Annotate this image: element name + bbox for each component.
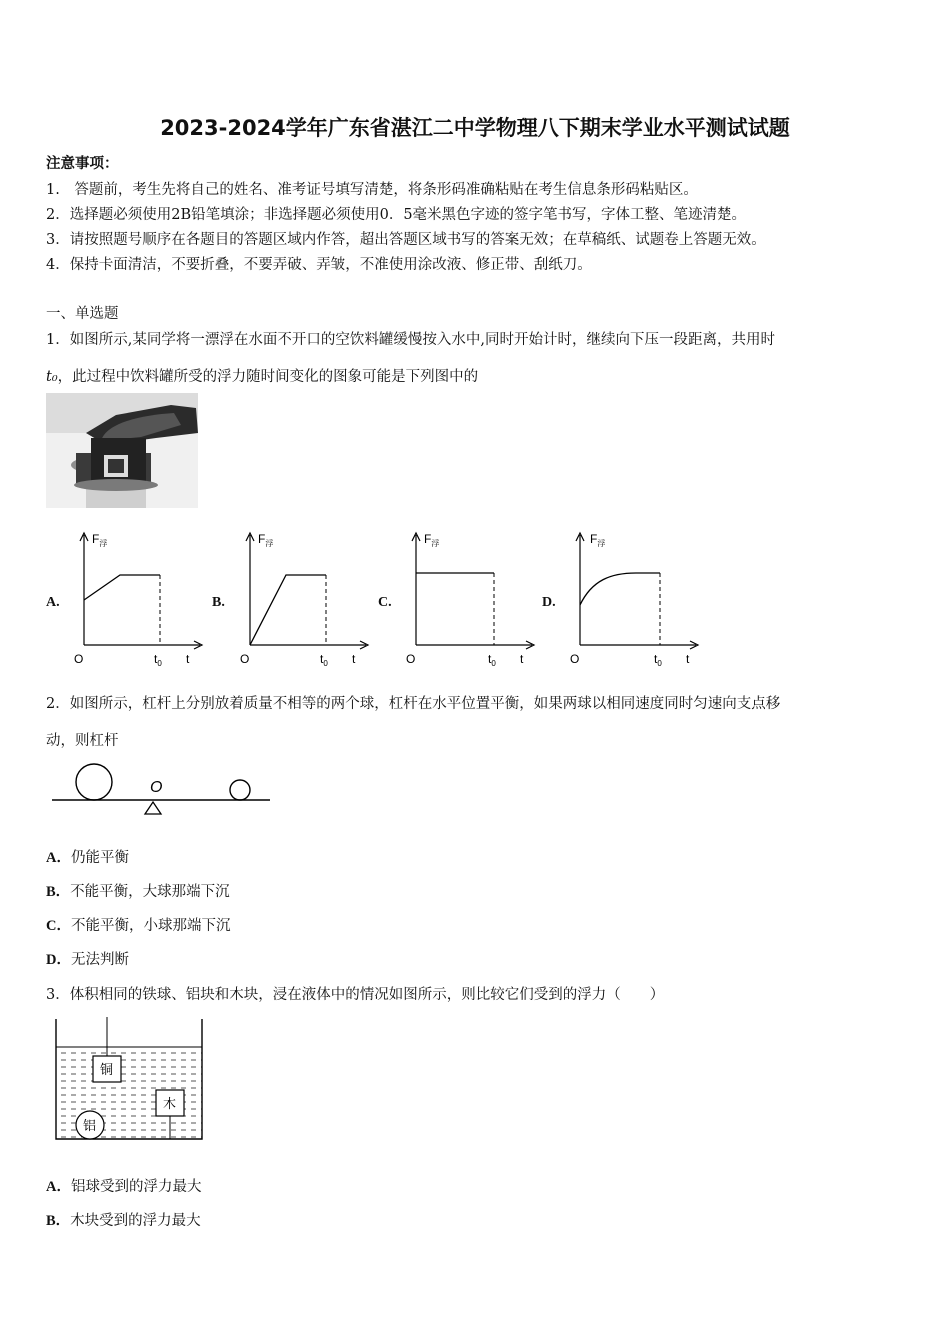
notice-item-1: 1. 答题前，考生先将自己的姓名、准考证号填写清楚，将条形码准确粘贴在考生信息条形码粘贴区。 <box>46 182 698 198</box>
page-title: 2023-2024学年广东省湛江二中学物理八下期末学业水平测试试题 <box>160 116 790 140</box>
graph-c <box>392 525 542 675</box>
q1-text-line1: 1．如图所示,某同学将一漂浮在水面不开口的空饮料罐缓慢按入水中,同时开始计时，继续向下压一段距离，共用时 <box>46 332 775 348</box>
section-heading: 一、单选题 <box>46 306 119 322</box>
notice-item-2: 2．选择题必须使用2B铅笔填涂；非选择题必须使用0．5毫米黑色字迹的签字笔书写，字体工整、笔迹清楚。 <box>46 207 747 223</box>
q1-text-line2: t₀，此过程中饮料罐所受的浮力随时间变化的图象可能是下列图中的 <box>46 369 479 385</box>
q3-option-a: A．铝球受到的浮力最大 <box>46 1179 202 1195</box>
graph-d-origin: O <box>570 652 580 666</box>
can-photo <box>46 393 198 508</box>
graph-c-origin: O <box>406 652 416 666</box>
notice-item-3: 3．请按照题号顺序在各题目的答题区域内作答，超出答题区域书写的答案无效；在草稿纸、试题卷上答题无效。 <box>46 232 766 248</box>
graph-b <box>226 525 376 675</box>
graph-b-letter: B. <box>212 595 225 610</box>
graph-d-t0: $t_0$ <box>654 652 662 668</box>
q2-text-line2: 动，则杠杆 <box>46 733 119 749</box>
aluminum-label: 铝 <box>83 1118 97 1133</box>
graph-a <box>60 525 210 675</box>
notice-item-4: 4．保持卡面清洁，不要折叠，不要弄破、弄皱，不准使用涂改液、修正带、刮纸刀。 <box>46 257 592 273</box>
graph-b-t0: $t_0$ <box>320 652 328 668</box>
wood-label: 木 <box>163 1096 177 1111</box>
graph-a-ylabel: $F_浮$ <box>92 532 108 548</box>
graph-d-ylabel: $F_浮$ <box>590 532 606 548</box>
t0-symbol: t₀ <box>46 369 58 385</box>
q2-option-c: C．不能平衡，小球那端下沉 <box>46 918 231 934</box>
pivot-label: O <box>150 779 163 796</box>
graph-c-ylabel: $F_浮$ <box>424 532 440 548</box>
q2-option-d: D．无法判断 <box>46 952 129 968</box>
copper-label: 铜 <box>100 1062 114 1077</box>
lever-diagram <box>48 758 278 818</box>
graph-a-t0: $t_0$ <box>154 652 162 668</box>
graph-d-xlabel: t <box>686 652 690 666</box>
graph-c-letter: C. <box>378 595 392 610</box>
q2-option-a: A．仍能平衡 <box>46 850 129 866</box>
liquid-container-diagram <box>50 1015 210 1145</box>
graph-d-letter: D. <box>542 595 556 610</box>
graph-c-xlabel: t <box>520 652 524 666</box>
graph-a-letter: A. <box>46 595 60 610</box>
big-ball <box>76 764 112 800</box>
graph-b-origin: O <box>240 652 250 666</box>
q3-option-b: B．木块受到的浮力最大 <box>46 1213 201 1229</box>
graph-b-ylabel: $F_浮$ <box>258 532 274 548</box>
graph-b-xlabel: t <box>352 652 356 666</box>
q3-text-line1: 3．体积相同的铁球、铝块和木块，浸在液体中的情况如图所示，则比较它们受到的浮力（ ） <box>46 987 665 1003</box>
graph-c-t0: $t_0$ <box>488 652 496 668</box>
small-ball <box>230 780 250 800</box>
graph-d <box>556 525 706 675</box>
q2-option-b: B．不能平衡，大球那端下沉 <box>46 884 230 900</box>
q2-text-line1: 2．如图所示，杠杆上分别放着质量不相等的两个球，杠杆在水平位置平衡，如果两球以相同速度同时匀速向支点移 <box>46 696 781 712</box>
notice-heading: 注意事项： <box>46 155 119 172</box>
graph-a-xlabel: t <box>186 652 190 666</box>
fulcrum <box>145 802 161 814</box>
graph-a-origin: O <box>74 652 84 666</box>
